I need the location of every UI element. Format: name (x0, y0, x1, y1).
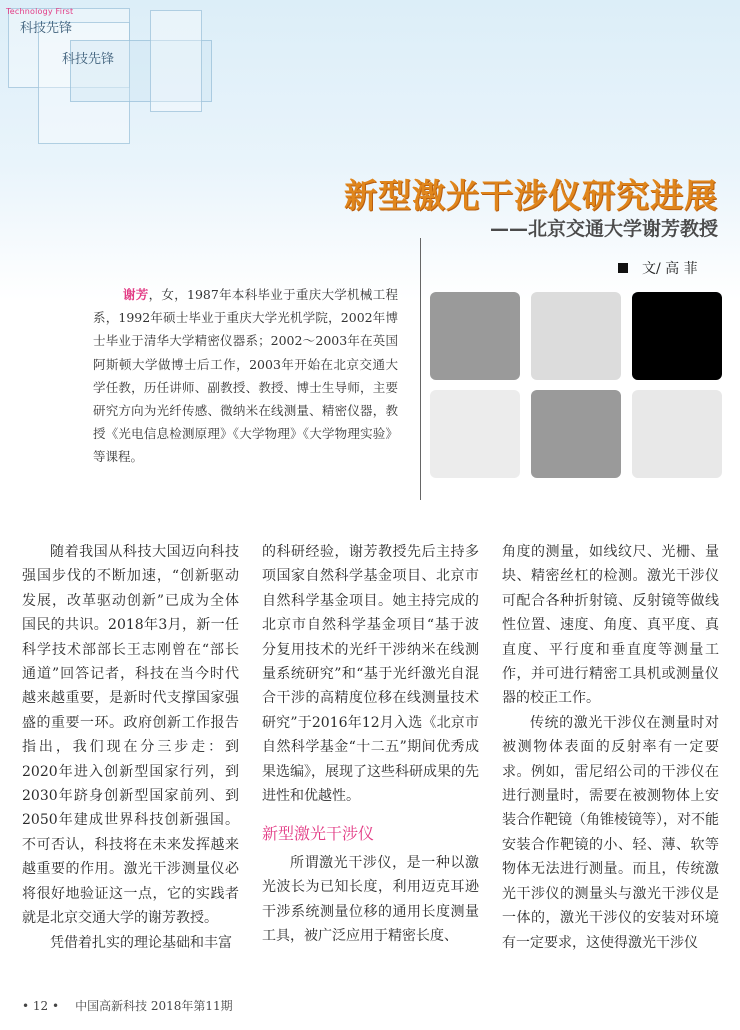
square-bullet-icon (618, 263, 628, 273)
article-title: 新型激光干涉仪研究进展 (344, 176, 718, 215)
journal-issue: 中国高新科技 2018年第11期 (75, 999, 233, 1013)
paragraph: 的科研经验，谢芳教授先后主持多项国家自然科学基金项目、北京市自然科学基金项目。她主持完成的北京市自然科学基金项目“基于波分复用技术的光纤干涉纳米在线测量系统研究”和“基于光纤激光自混合干涉的高精度位移在线测量技术研究”于2016年12月入选《北京市自然科学基金“十二五”期间优秀成果选编》，展现了这些科研成果的先进性和优越性。 (262, 544, 479, 805)
bio-text: ，女，1987年本科毕业于重庆大学机械工程系，1992年硕士毕业于重庆大学光机学院，2002年博士毕业于清华大学精密仪器系；2002～2003年在英国阿斯顿大学做博士后工作，2003年开始在北京交通大学任教，历任讲师、副教授、教授、博士生导师，主要研究方向为光纤传感、微纳米在线测量、精密仪器，教授《光电信息检测原理》《大学物理》《大学物理实验》等课程。 (93, 287, 398, 465)
body-column-2 (262, 540, 479, 949)
paragraph: 传统的激光干涉仪在测量时对被测物体表面的反射率有一定要求。例如，雷尼绍公司的干涉仪在进行测量时，需要在被测物体上安装合作靶镜（角锥棱镜等），对不能安装合作靶镜的小、轻、薄、软等物体无法进行测量。而且，传统激光干涉仪的测量头与激光干涉仪是一体的，激光干涉仪的安装对环境有一定要求，这使得激光干涉仪 (502, 714, 719, 951)
page-number: • 12 • (22, 999, 60, 1013)
author-bio (93, 283, 398, 469)
decorative-square (150, 10, 202, 112)
body-column-1 (22, 540, 239, 955)
brand-english: Technology First (6, 7, 74, 16)
author-name: 文/ 高 菲 (642, 261, 698, 277)
gray-tile (430, 292, 520, 380)
paragraph: 凭借着扎实的理论基础和丰富 (50, 934, 232, 951)
paragraph: 所谓激光干涉仪，是一种以激光波长为已知长度，利用迈克耳逊干涉系统测量位移的通用长度测量工具，被广泛应用于精密长度、 (262, 854, 479, 945)
gray-tile (430, 390, 520, 478)
author-byline (618, 258, 698, 278)
body-column-3 (502, 540, 719, 955)
gray-tile (531, 292, 621, 380)
paragraph: 随着我国从科技大国迈向科技强国步伐的不断加速，“创新驱动发展，改革驱动创新”已成为全体国民的共识。2018年3月，新一任科学技术部部长王志刚曾在“部长通道”回答记者，科技在当今时代越来越重要，是新时代支撑国家强盛的重要一环。政府创新工作报告指出，我们现在分三步走：到2020年进入创新型国家行列，到2030年跻身创新型国家前列、到2050年建成世界科技创新强国。不可否认，科技将在未来发挥越来越重要的作用。激光干涉测量仪必将很好地验证这一点，它的实践者就是北京交通大学的谢芳教授。 (22, 544, 239, 927)
column-name-echo: 科技先锋 (62, 52, 115, 67)
gray-tile (632, 390, 722, 478)
tile-grid (430, 292, 722, 478)
column-name: 科技先锋 (20, 21, 73, 36)
paragraph: 角度的测量，如线纹尺、光栅、量块、精密丝杠的检测。激光干涉仪可配合各种折射镜、反射镜等做线性位置、速度、角度、真平度、真直度、平行度和垂直度等测量工作，并可进行精密工具机或测量仪器的校正工作。 (502, 544, 719, 707)
header-background (0, 0, 740, 300)
page-footer (22, 997, 233, 1014)
bio-name: 谢芳 (123, 287, 149, 302)
gray-tile (531, 390, 621, 478)
article-subtitle: ——北京交通大学谢芳教授 (489, 218, 718, 240)
divider-line (420, 238, 421, 500)
section-heading: 新型激光干涉仪 (262, 824, 375, 844)
gray-tile (632, 292, 722, 380)
